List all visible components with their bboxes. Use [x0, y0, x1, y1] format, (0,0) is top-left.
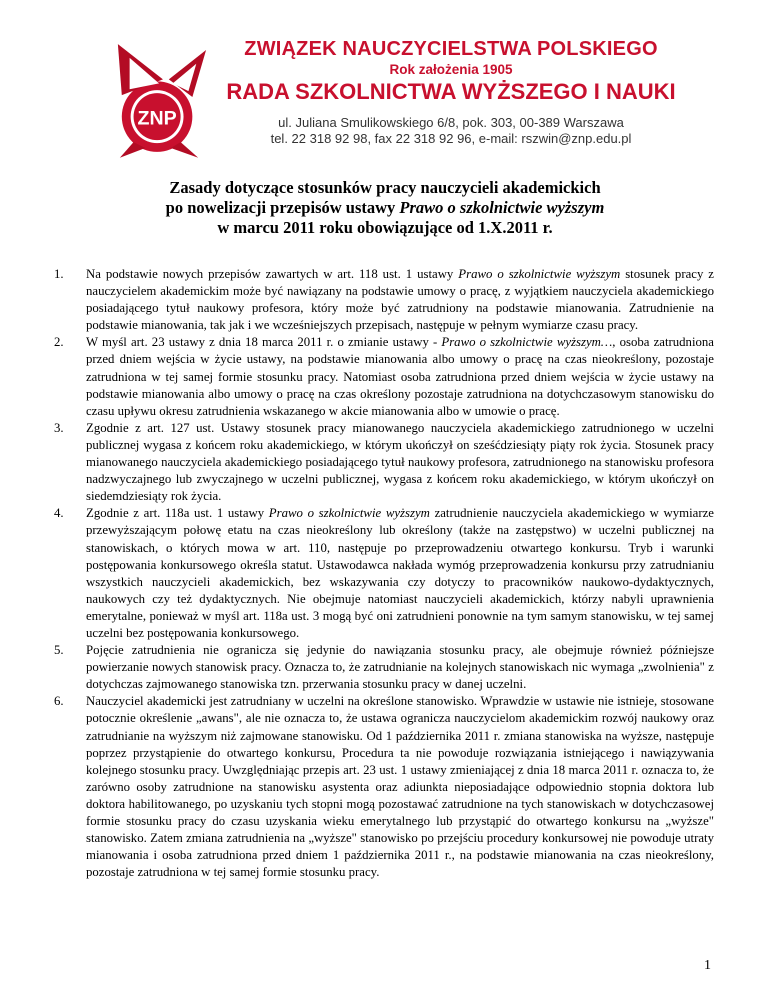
address-line: ul. Juliana Smulikowskiego 6/8, pok. 303, 00-389 Warszawa — [278, 115, 624, 130]
list-item: 3. Zgodnie z art. 127 ust. Ustawy stosunek pracy mianowanego nauczyciela akademickiego zatrudnionego w uczelni publicznej wygasa z końcem roku akademickiego, w którym ukończył on sześćdziesiąty piąty rok życia. Stosunek pracy mianowanego nauczyciela akademickiego posiadającego tytuł naukowy profesora, zatrudnionego na stanowisku profesora nadzwyczajnego lub zwyczajnego w uczelni publicznej, wygasa z końcem roku akademickiego, w którym ukończył on siedemdziesiąty rok życia. — [54, 420, 714, 504]
contact-line: tel. 22 318 92 98, fax 22 318 92 96, e-mail: rszwin@znp.edu.pl — [270, 131, 632, 146]
act-name: Prawo o szkolnictwie wyższym — [399, 198, 605, 217]
title-line-2: po nowelizacji przepisów ustawy Prawo o szkolnictwie wyższym — [165, 198, 605, 217]
list-item: 2. W myśl art. 23 ustawy z dnia 18 marca 2011 r. o zmianie ustawy - Prawo o szkolnictwie wyższym…, osoba zatrudniona przed dniem wejścia w życie ustawy, na podstawie mianowania albo umowy o pracę na czas nieokreślony, pozostaje zatrudniona w tej samej formie stosunku pracy. Natomiast osoba zatrudniona przed dniem wejścia w życie ustawy na podstawie mianowania albo umowy o pracę na czas określony pozostaje zatrudniona na dotychczasowym stanowisku do czasu upływu okresu zatrudnienia wskazanego w akcie mianowania albo w umowie o pracę. — [54, 335, 714, 418]
list-item: 6. Nauczyciel akademicki jest zatrudniany w uczelni na określone stanowisko. Wprawdzie w ustawie nie istnieje, stosowane potocznie określenie „awans", ale nie oznacza to, że ustawa ogranicza nauczycielom akademickim rozwój naukowy oraz zatrudnianie na wyższym niż zajmowane stanowisku. Od 1 października 2011 r. zmiana stanowiska na wyższe, następuje poprzez przystąpienie do otwartego konkursu, Procedura ta nie powoduje rozwiązania istniejącego i nawiązywania kolejnego stosunku pracy. Uwzględniając przepis art. 23 ust. 1 ustawy zmieniającej z dnia 18 marca 2011 r. oznacza to, że zarówno osoby zatrudnione na stanowisku asystenta oraz adiunkta nieposiadające odpowiednio stopnia doktora lub doktora habilitowanego, po uzyskaniu tych stopni mogą pozostawać zatrudnione na tych stanowiskach w dotychczasowej formie stosunku pracy do czasu uzyskania wieku emerytalnego lub przystąpić do otwartego konkursu na „wyższe" stanowisko. Zatem zmiana zatrudnienia na „wyższe" stanowisko po przejściu procedury konkursowej nie powoduje utraty mianowania i osoba zatrudniona przed dniem 1 października 2011 r., na podstawie mianowania na czas nieokreślony, pozostaje zatrudniona w tej samej formie stosunku pracy. — [54, 694, 714, 880]
list-item: 1. Na podstawie nowych przepisów zawartych w art. 118 ust. 1 ustawy Prawo o szkolnictwie wyższym stosunek pracy z nauczycielem akademickim może być nawiązany na podstawie umowy o pracę, z wyjątkiem nauczyciela akademickiego posiadającego tytuł naukowy profesora, który może być zatrudniony na podstawie mianowania. Zatrudnienie na podstawie mianowania, tak jak i we wcześniejszych przepisach, następuje w pełnym wymiarze czasu pracy. — [54, 267, 714, 333]
list-item: 4. Zgodnie z art. 118a ust. 1 ustawy Prawo o szkolnictwie wyższym zatrudnienie nauczyciela akademickiego w wymiarze przewyższającym połowę etatu na czas nieokreślony lub określony (także na zastępstwo) w uczelni publicznej na stanowiskach, o których mowa w art. 110, następuje po przeprowadzeniu otwartego konkursu. Tryb i warunki postępowania konkursowego określa statut. Ustawodawca nakłada wymóg przeprowadzenia konkursu przy zatrudnianiu wszystkich nauczycieli akademickich, bez wskazywania czy dotyczy to pracowników naukowo-dydaktycznych, naukowych czy też dydaktycznych. Nie obejmuje natomiast nauczycieli akademickich, którzy nabyli uprawnienia emerytalne, ponieważ w myśl art. 118a ust. 3 mogą być oni zatrudnieni ponownie na tym samym stanowisku, w tej samej uczelni bez postępowania konkursowego. — [54, 506, 714, 640]
rules-list — [54, 266, 714, 881]
logo-text: ZNP — [137, 107, 177, 130]
title-line-1: Zasady dotyczące stosunków pracy nauczycieli akademickich — [169, 178, 601, 197]
council-name: RADA SZKOLNICTWA WYŻSZEGO I NAUKI — [226, 79, 676, 104]
letterhead — [226, 38, 676, 147]
list-item: 5. Pojęcie zatrudnienia nie ogranicza się jedynie do nawiązania stosunku pracy, ale obejmuje również późniejsze powierzanie nowych stanowisk pracy. Oznacza to, że zatrudnianie na kolejnych stanowiskach nic wymaga „zwolnienia" z dotychczas zajmowanego stanowiska tzn. przerwania stosunku pracy w danej uczelni. — [54, 643, 714, 692]
page-number: 1 — [704, 958, 711, 973]
address-block — [226, 115, 676, 147]
founded-year: Rok założenia 1905 — [389, 62, 513, 77]
title-line-3: w marcu 2011 roku obowiązujące od 1.X.2011 r. — [217, 218, 553, 237]
znp-logo — [112, 36, 210, 162]
org-name: ZWIĄZEK NAUCZYCIELSTWA POLSKIEGO — [244, 38, 658, 60]
document-title — [60, 178, 710, 238]
